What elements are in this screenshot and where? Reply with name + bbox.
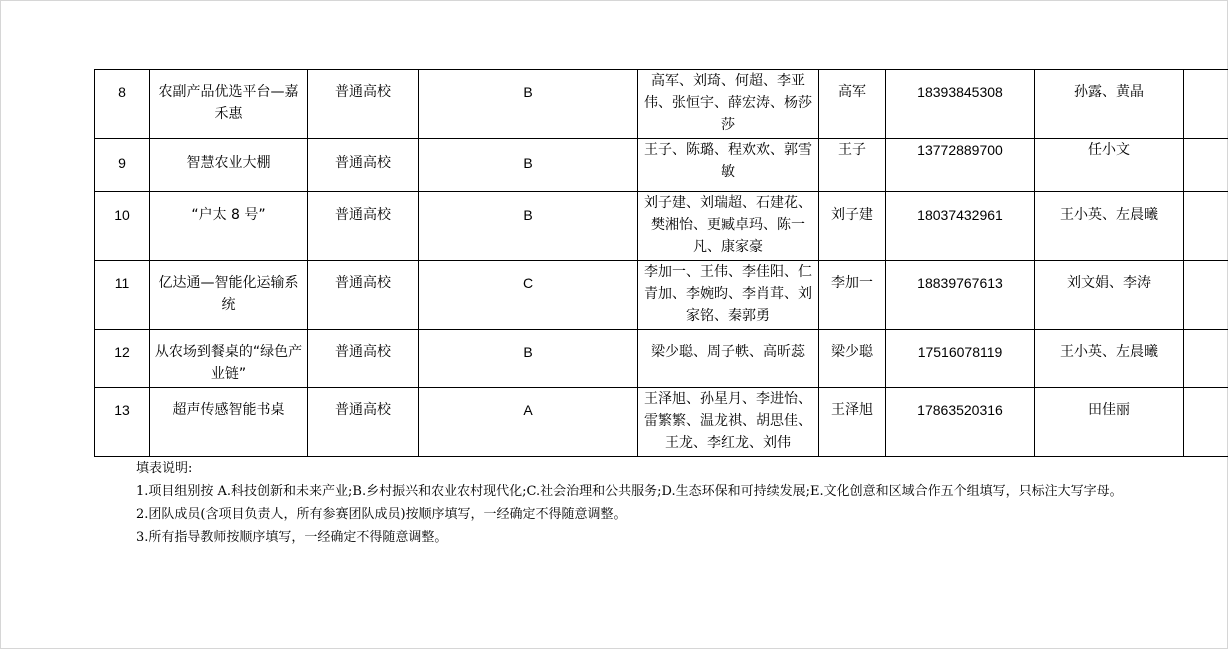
team-leader: 王子 [819, 139, 886, 192]
phone-number: 17516078119 [886, 330, 1035, 388]
instruction-3: 3.所有指导教师按顺序填写，一经确定不得随意调整。 [136, 530, 448, 545]
school-category: 普通高校 [308, 70, 419, 139]
phone-number: 18839767613 [886, 261, 1035, 330]
project-group: A [419, 388, 638, 457]
project-name: 智慧农业大棚 [150, 139, 308, 192]
school-category: 普通高校 [308, 192, 419, 261]
team-leader: 刘子建 [819, 192, 886, 261]
team-members: 刘子建、刘瑞超、石建花、樊湘怡、更臧卓玛、陈一凡、康家豪 [638, 192, 819, 261]
project-name: “户太 8 号” [150, 192, 308, 261]
row-number: 13 [95, 388, 150, 457]
empty-cell [1184, 261, 1228, 330]
phone-number: 18393845308 [886, 70, 1035, 139]
empty-cell [1184, 330, 1228, 388]
row-number: 10 [95, 192, 150, 261]
project-group: B [419, 70, 638, 139]
project-name: 亿达通—智能化运输系统 [150, 261, 308, 330]
advisors: 刘文娟、李涛 [1035, 261, 1184, 330]
instruction-1: 1.项目组别按 A.科技创新和未来产业;B.乡村振兴和农业农村现代化;C.社会治理和公共服务;D.生态环保和可持续发展;E.文化创意和区域合作五个组填写，只标注大写字母。 [136, 484, 1123, 499]
project-name: 超声传感智能书桌 [150, 388, 308, 457]
phone-number: 17863520316 [886, 388, 1035, 457]
project-name: 从农场到餐桌的“绿色产业链” [150, 330, 308, 388]
project-group: B [419, 330, 638, 388]
table-row [95, 70, 1228, 139]
project-table [94, 69, 1228, 457]
phone-number: 13772889700 [886, 139, 1035, 192]
project-group: C [419, 261, 638, 330]
team-members: 高军、刘琦、何超、李亚伟、张恒宇、薛宏涛、杨莎莎 [638, 70, 819, 139]
empty-cell [1184, 192, 1228, 261]
team-leader: 高军 [819, 70, 886, 139]
project-name: 农副产品优选平台—嘉禾惠 [150, 70, 308, 139]
phone-number: 18037432961 [886, 192, 1035, 261]
school-category: 普通高校 [308, 261, 419, 330]
advisors: 王小英、左晨曦 [1035, 192, 1184, 261]
empty-cell [1184, 139, 1228, 192]
advisors: 王小英、左晨曦 [1035, 330, 1184, 388]
table-row [95, 192, 1228, 261]
team-members: 王泽旭、孙星月、李进怡、雷繁繁、温龙祺、胡思佳、王龙、李红龙、刘伟 [638, 388, 819, 457]
team-members: 王子、陈璐、程欢欢、郭雪敏 [638, 139, 819, 192]
project-group: B [419, 139, 638, 192]
row-number: 8 [95, 70, 150, 139]
advisors: 孙露、黄晶 [1035, 70, 1184, 139]
instructions-heading: 填表说明: [136, 461, 193, 476]
row-number: 11 [95, 261, 150, 330]
empty-cell [1184, 70, 1228, 139]
advisors: 任小文 [1035, 139, 1184, 192]
project-group: B [419, 192, 638, 261]
school-category: 普通高校 [308, 139, 419, 192]
instruction-2: 2.团队成员(含项目负责人，所有参赛团队成员)按顺序填写，一经确定不得随意调整。 [136, 507, 627, 522]
advisors: 田佳丽 [1035, 388, 1184, 457]
team-leader: 梁少聪 [819, 330, 886, 388]
table-row [95, 261, 1228, 330]
instructions [108, 457, 1128, 549]
table-row [95, 139, 1228, 192]
team-members: 李加一、王伟、李佳阳、仁青加、李婉昀、李肖茸、刘家铭、秦郭勇 [638, 261, 819, 330]
table-row [95, 330, 1228, 388]
empty-cell [1184, 388, 1228, 457]
team-leader: 李加一 [819, 261, 886, 330]
row-number: 12 [95, 330, 150, 388]
team-members: 梁少聪、周子軼、高昕蕊 [638, 330, 819, 388]
table-row [95, 388, 1228, 457]
row-number: 9 [95, 139, 150, 192]
school-category: 普通高校 [308, 388, 419, 457]
team-leader: 王泽旭 [819, 388, 886, 457]
school-category: 普通高校 [308, 330, 419, 388]
